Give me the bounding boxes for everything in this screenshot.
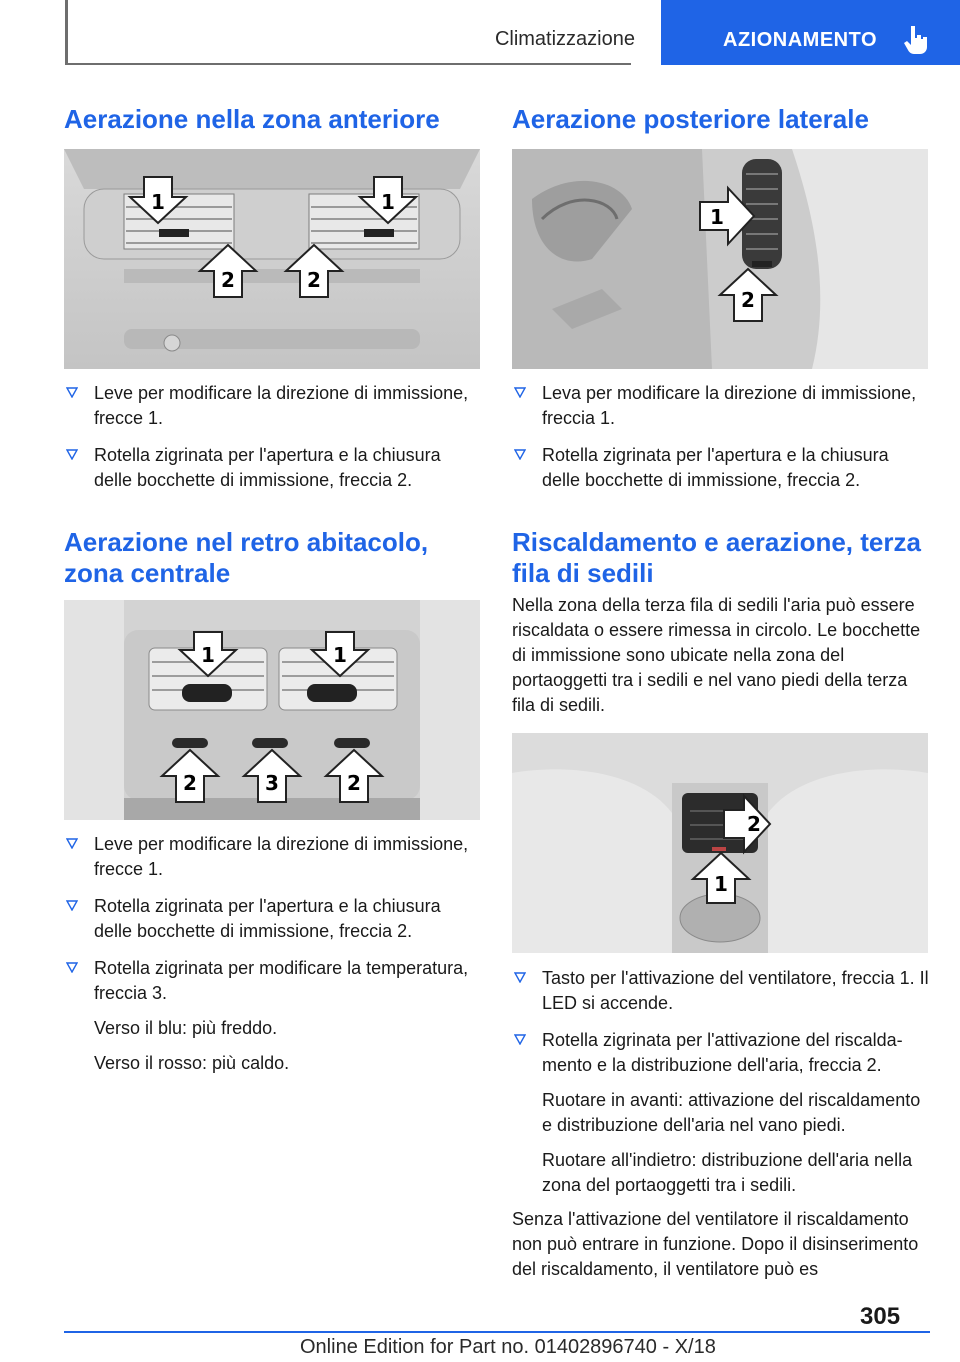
footer-edition: Online Edition for Part no. 01402896740 - X/18 xyxy=(300,1336,716,1358)
header-chapter-label: AZIONAMENTO xyxy=(723,29,878,51)
bullet-list-rear-center xyxy=(64,832,482,1088)
callout-2-left: 2 xyxy=(221,268,235,292)
callout-2-left: 2 xyxy=(183,771,197,795)
list-item xyxy=(64,832,482,882)
header-rule xyxy=(65,0,68,65)
triangle-bullet-icon xyxy=(66,961,78,973)
list-item xyxy=(512,443,930,493)
callout-1-left: 1 xyxy=(151,190,165,214)
callout-3: 3 xyxy=(265,771,279,795)
footer-divider xyxy=(64,1331,930,1333)
list-item xyxy=(512,1028,930,1198)
list-item xyxy=(64,956,482,1076)
photo-front-vents xyxy=(64,149,480,369)
list-item xyxy=(64,443,482,493)
triangle-bullet-icon xyxy=(514,1033,526,1045)
callout-1-left: 1 xyxy=(201,643,215,667)
callout-2-right: 2 xyxy=(347,771,361,795)
callout-1: 1 xyxy=(710,205,724,229)
list-item xyxy=(512,381,930,431)
section-title-rear-side: Aerazione posteriore laterale xyxy=(512,104,869,134)
section-title-front-vents: Aerazione nella zona anteriore xyxy=(64,104,440,134)
callout-2: 2 xyxy=(747,812,761,836)
bullet-text: Rotella zigrinata per modificare la temperatura, freccia 3. xyxy=(94,958,469,1003)
header-chapter-tab xyxy=(661,0,960,65)
bullet-text: Leve per modificare la direzione di immissione, frecce 1. xyxy=(94,383,469,428)
list-item xyxy=(64,381,482,431)
triangle-bullet-icon xyxy=(66,899,78,911)
triangle-bullet-icon xyxy=(66,837,78,849)
callout-1-right: 1 xyxy=(381,190,395,214)
section-title-rear-center: Aerazione nel retro abitacolo, zona centrale xyxy=(64,527,429,588)
bullet-list-third-row xyxy=(512,966,930,1210)
header-divider xyxy=(65,63,631,65)
bullet-text: Leva per modificare la direzione di immissione, freccia 1. xyxy=(542,383,917,428)
triangle-bullet-icon xyxy=(514,448,526,460)
bullet-subtext: Ruotare all'indietro: distribuzione dell'aria nella zona del portaoggetti tra i sedili. xyxy=(542,1150,913,1195)
photo-rear-center-vents xyxy=(64,600,480,820)
page-number: 305 xyxy=(860,1303,901,1330)
photo-rear-side-vent xyxy=(512,149,928,369)
bullet-subtext: Ruotare in avanti: attivazione del riscaldamento e distribuzione dell'aria nel vano piedi. xyxy=(542,1090,921,1135)
callout-2-right: 2 xyxy=(307,268,321,292)
triangle-bullet-icon xyxy=(66,448,78,460)
callout-2: 2 xyxy=(741,288,755,312)
intro-paragraph: Nella zona della terza fila di sedili l'aria può essere riscaldata o essere rimessa in circolo. Le bocchette di immissione sono ubicate nella zona del portaoggetti tra i sedili e nel vano piedi della terza fila di sedili. xyxy=(512,595,921,715)
bullet-list-rear-side xyxy=(512,381,930,505)
triangle-bullet-icon xyxy=(514,971,526,983)
bullet-text: Rotella zigrinata per l'apertura e la chiusura delle bocchette di immissione, freccia 2. xyxy=(94,445,441,490)
photo-third-row-vents xyxy=(512,733,928,953)
bullet-subtext: Verso il blu: più freddo. xyxy=(94,1018,278,1038)
bullet-subtext: Verso il rosso: più caldo. xyxy=(94,1053,290,1073)
triangle-bullet-icon xyxy=(66,386,78,398)
bullet-text: Tasto per l'attivazione del ventilatore, freccia 1. Il LED si accende. xyxy=(542,968,929,1013)
closing-paragraph: Senza l'attivazione del ventilatore il riscaldamento non può entrare in funzione. Dopo il disinserimento del riscaldamento, il ventilatore può es xyxy=(512,1209,919,1279)
hand-pointer-icon xyxy=(899,22,933,56)
triangle-bullet-icon xyxy=(514,386,526,398)
bullet-text: Leve per modificare la direzione di immissione, frecce 1. xyxy=(94,834,469,879)
bullet-text: Rotella zigrinata per l'attivazione del riscaldamento e la distribuzione dell'aria, freccia 2. xyxy=(542,1030,903,1075)
list-item xyxy=(64,894,482,944)
callout-1-right: 1 xyxy=(333,643,347,667)
list-item xyxy=(512,966,930,1016)
bullet-text: Rotella zigrinata per l'apertura e la chiusura delle bocchette di immissione, freccia 2. xyxy=(94,896,441,941)
callout-1: 1 xyxy=(714,872,728,896)
header-section-title: Climatizzazione xyxy=(494,28,635,50)
bullet-text: Rotella zigrinata per l'apertura e la chiusura delle bocchette di immissione, freccia 2. xyxy=(542,445,889,490)
section-title-third-row: Riscaldamento e aerazione, terza fila di sedili xyxy=(512,527,921,588)
bullet-list-front-vents xyxy=(64,381,482,505)
